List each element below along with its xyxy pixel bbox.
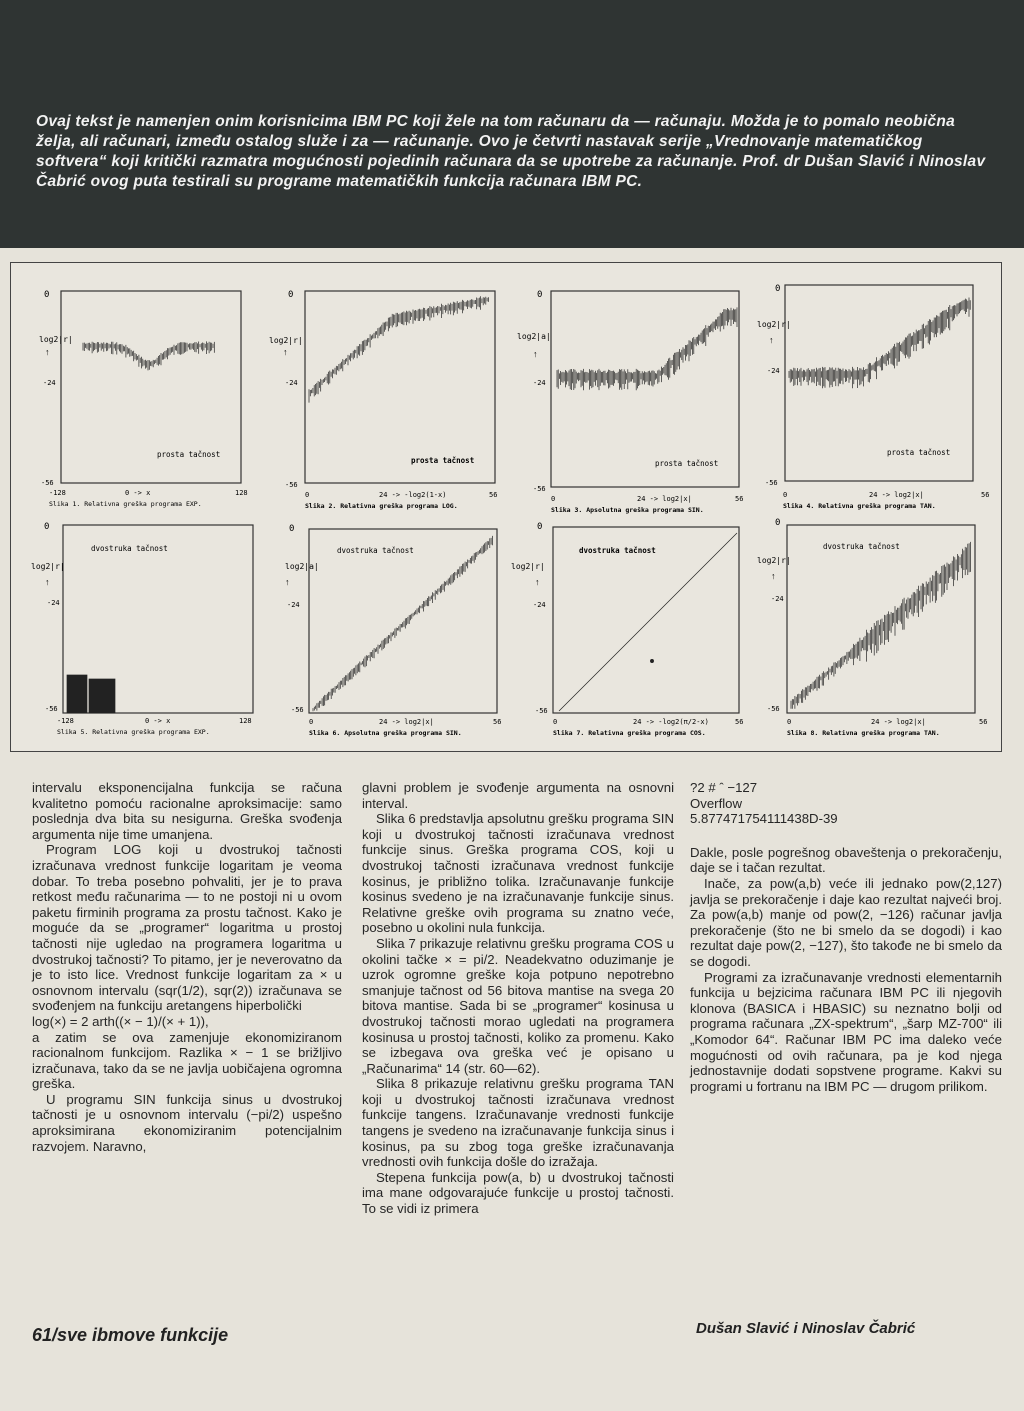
precision-label: dvostruka tačnost <box>579 546 656 555</box>
figure-3-svg <box>507 273 747 513</box>
y-axis-label: log2|r| <box>757 556 791 565</box>
paragraph: Programi za izračunavanje vrednosti elementarnih funkcija u bejzicima računara IBM PC ili njegovih klonova (BASICA i HBASIC) su neznatno bolji od programa računara „ZX-spektrum“, „šarp MZ-700“ ili „Komodor 64“. Računar IBM PC ima daleko veće mogućnosti od ovih računara, pa je kod njega jednostavnije dodati sopstvene programe. Kakvi su programi u fortranu na IBM PC — drugom prilikom. <box>690 969 1002 1094</box>
y-min-label: -56 <box>45 705 58 713</box>
y-tick-24: -24 <box>767 367 780 375</box>
paragraph: Inače, za pow(a,b) veće ili jednako pow(2,127) javlja se prekoračenje i daje kao rezultat najveći broj. Za pow(a,b) manje od pow(2, −126) računar javlja prekoračenje (što ne bi smelo da se dogodi) i kao rezultat daje pow(2, −127), što takođe ne bi smelo da se dogodi. <box>690 875 1002 969</box>
trace-point <box>650 659 653 662</box>
figure-caption: Slika 3. Apsolutna greška programa SIN. <box>551 506 704 514</box>
y-tick-24: -24 <box>47 599 60 607</box>
y-arrow: ↑ <box>771 571 776 581</box>
text-column-1 <box>32 780 342 1154</box>
paragraph: glavni problem je svođenje argumenta na osnovni interval. <box>362 780 674 811</box>
y-min-label: -56 <box>535 707 548 715</box>
y-min-label: -56 <box>533 485 546 493</box>
x-axis-label: 24 -> log2|x| <box>871 718 926 726</box>
plot-frame <box>551 291 739 487</box>
x-right-label: 56 <box>493 718 502 726</box>
error-trace <box>789 298 970 389</box>
plot-frame <box>309 529 497 713</box>
x-right-label: 128 <box>239 717 252 725</box>
precision-label: dvostruka tačnost <box>823 542 900 551</box>
figure-7 <box>507 513 747 749</box>
y-min-label: -56 <box>765 479 778 487</box>
y-arrow: ↑ <box>45 347 50 357</box>
y-tick-24: -24 <box>43 379 56 387</box>
error-trace <box>83 341 214 370</box>
figure-caption: Slika 5. Relativna greška programa EXP. <box>57 728 210 736</box>
y-tick-24: -24 <box>287 601 300 609</box>
y-min-label: -56 <box>285 481 298 489</box>
trace-spikes <box>557 307 737 390</box>
paragraph: U programu SIN funkcija sinus u dvostrukoj tačnosti je u osnovnom intervalu (−pi/2) uspešno aproksimirana ekonomiziranim potencijalnim razvojem. Naravno, <box>32 1091 342 1154</box>
trace-bar <box>67 675 87 713</box>
precision-label: dvostruka tačnost <box>337 546 414 555</box>
x-left-label: 0 <box>783 491 788 499</box>
y-axis-label: log2|r| <box>39 335 73 344</box>
figure-4-svg <box>753 273 993 513</box>
y-tick-24: -24 <box>533 601 546 609</box>
precision-label: prosta tačnost <box>157 450 221 459</box>
y-min-label: -56 <box>767 705 780 713</box>
y-top-label: 0 <box>775 518 781 528</box>
x-right-label: 56 <box>979 718 988 726</box>
y-min-label: -56 <box>291 706 304 714</box>
x-left-label: 0 <box>553 718 558 726</box>
figure-5-svg <box>17 513 257 749</box>
x-axis-label: 0 -> x <box>145 717 171 725</box>
precision-label: prosta tačnost <box>887 448 951 457</box>
y-tick-24: -24 <box>771 595 784 603</box>
code-line: 5.877471754111438D-39 <box>690 811 838 827</box>
x-left-label: 0 <box>787 718 792 726</box>
error-trace <box>557 307 737 390</box>
figure-7-svg <box>507 513 747 749</box>
x-left-label: 0 <box>305 491 310 499</box>
y-top-label: 0 <box>44 522 50 532</box>
y-top-label: 0 <box>44 290 50 300</box>
error-trace <box>559 533 737 711</box>
trace-spikes <box>789 298 970 389</box>
x-left-label: 0 <box>551 495 556 503</box>
x-right-label: 56 <box>489 491 498 499</box>
figure-6 <box>261 513 501 749</box>
trace-spikes <box>83 341 214 370</box>
x-axis-label: 24 -> log2|x| <box>379 718 434 726</box>
figure-8-svg <box>753 513 993 749</box>
text-column-2 <box>362 780 674 1217</box>
y-axis-label: log2|r| <box>31 562 65 571</box>
x-axis-label: 24 -> -log2(π/2-x) <box>633 718 709 726</box>
y-arrow: ↑ <box>535 577 540 587</box>
y-axis-label: log2|a| <box>285 562 319 571</box>
y-arrow: ↑ <box>283 347 288 357</box>
error-trace <box>313 536 492 711</box>
x-right-label: 56 <box>735 718 744 726</box>
y-top-label: 0 <box>537 522 543 532</box>
x-axis-label: 24 -> -log2(1-x) <box>379 491 447 499</box>
error-trace <box>309 296 488 402</box>
trace-spikes <box>309 296 488 402</box>
error-trace <box>67 675 115 713</box>
paragraph: Slika 6 predstavlja apsolutnu grešku programa SIN koji u dvostrukoj tačnosti izračunava vrednost funkcije sinus. Greška programa COS, koji u dvostrukoj tačnosti izračunava vrednost funkcije kosinus, je približno tolika. Izračunavanje funkcije kosinus svedeno je na izračunavanje funkcije sinus. Relativne greške ovih programa su znatno veće, posebno u okolini nula funkcija. <box>362 811 674 936</box>
y-arrow: ↑ <box>533 349 538 359</box>
y-tick-24: -24 <box>533 379 546 387</box>
paragraph: a zatim se ova zamenjuje ekonomiziranom racionalnom funkcijom. Razlika × − 1 se brižljivo izračunava, tako da se ne javlja uobičajena ogromna greška. <box>32 1029 342 1092</box>
figure-6-svg <box>261 513 501 749</box>
y-min-label: -56 <box>41 479 54 487</box>
figure-caption: Slika 4. Relativna greška programa TAN. <box>783 502 936 510</box>
x-left-label: -128 <box>57 717 74 725</box>
paragraph: Slika 8 prikazuje relativnu grešku programa TAN koji u dvostrukoj tačnosti izračunava vrednost funkcije tangens. Izračunavanje vrednosti funkcije tangens je svedeno na izračunavanje funkcija sinus i kosinus, pa su zbog toga greške izračunavanja vrednosti ovih funkcija došle do izražaja. <box>362 1076 674 1170</box>
figure-panel <box>10 262 1002 752</box>
figure-caption: Slika 6. Apsolutna greška programa SIN. <box>309 729 462 737</box>
x-axis-label: 0 -> x <box>125 489 151 497</box>
author-signature: Dušan Slavić i Ninoslav Čabrić <box>696 1320 916 1337</box>
paragraph: Program LOG koji u dvostrukoj tačnosti izračunava vrednost funkcije logaritam je veoma dobar. To treba posebno pohvaliti, jer je to prava retkost među računarima — to ne postoji ni u ovom paketu firminih programa za prostu tačnost. Kako je moguće da se „programer“ logaritma u prostoj tačnosti nije ugledao na programera logaritma u dvostrukoj tačnosti? To pitamo, jer je neverovatno da je to isto lice. Vrednost funkcije logaritam za × u osnovnom intervalu (sqr(1/2), sqr(2)) izračunava se svođenjem na funkciju aretangens hiperbolički <box>32 842 342 1014</box>
figure-caption: Slika 7. Relativna greška programa COS. <box>553 729 706 737</box>
header-band <box>0 0 1024 248</box>
figure-3 <box>507 273 747 513</box>
formula: log(×) = 2 arth((× − 1)/(× + 1)), <box>32 1013 209 1029</box>
paragraph: Dakle, posle pogrešnog obaveštenja o prekoračenju, daje se i tačan rezultat. <box>690 844 1002 876</box>
trace-spikes <box>791 542 970 709</box>
precision-label: dvostruka tačnost <box>91 544 168 553</box>
figure-caption: Slika 8. Relativna greška programa TAN. <box>787 729 940 737</box>
trace-bar <box>89 679 115 713</box>
paragraph: intervalu eksponencijalna funkcija se računa kvalitetno pomoću racionalne aproksimacije: samo poslednja dva bita su nesigurna. Greška svođenja argumenta nije time umanjena. <box>32 780 342 842</box>
x-right-label: 56 <box>735 495 744 503</box>
plot-frame <box>787 525 975 713</box>
intro-text: Ovaj tekst je namenjen onim korisnicima IBM PC koji žele na tom računaru da — računaju. Možda je to pomalo neobična želja, ali računari, između ostalog služe i za — računanje. Ovo je četvrti nastavak serije „Vrednovanje matematičkog softvera“ koji kritički razmatra mogućnosti pojedinih računara da se upotrebe za računanje. Prof. dr Dušan Slavić i Ninoslav Čabrić ovog puta testirali su programe matematičkih funkcija računara IBM PC. <box>36 113 986 190</box>
figure-caption: Slika 1. Relativna greška programa EXP. <box>49 500 202 508</box>
y-arrow: ↑ <box>285 577 290 587</box>
paragraph: Slika 7 prikazuje relativnu grešku programa COS u okolini tačke × = pi/2. Neadekvatno oduzimanje je uzrok ogromne greške koja potpuno nepotrebno smanjuje tačnost od 56 bitova mantise na svega 20 bitova mantise. Sada bi se „programer“ kosinusa u dvostrukoj tačnosti morao ugledati na programera kosinusa u prostoj tačnosti, koliko za promenu. Kako se izbegava ova greška već je opisano u „Računarima“ 14 (str. 60—62). <box>362 935 674 1076</box>
x-left-label: 0 <box>309 718 314 726</box>
x-right-label: 128 <box>235 489 248 497</box>
trace-spikes <box>313 536 492 711</box>
y-top-label: 0 <box>775 284 781 294</box>
paragraph: Stepena funkcija pow(a, b) u dvostrukoj tačnosti ima mane odgovarajuće funkcije u prostoj tačnosti. To se vidi iz primera <box>362 1169 674 1217</box>
y-arrow: ↑ <box>45 577 50 587</box>
precision-label: prosta tačnost <box>411 456 475 465</box>
x-right-label: 56 <box>981 491 990 499</box>
figure-1 <box>17 273 257 513</box>
y-top-label: 0 <box>289 524 295 534</box>
y-top-label: 0 <box>537 290 543 300</box>
figure-2 <box>261 273 501 513</box>
x-axis-label: 24 -> log2|x| <box>869 491 924 499</box>
y-axis-label: log2|a| <box>517 332 551 341</box>
figure-4 <box>753 273 993 513</box>
code-line: Overflow <box>690 795 743 811</box>
code-line: ?2 # ˆ −127 <box>690 780 758 795</box>
x-axis-label: 24 -> log2|x| <box>637 495 692 503</box>
y-tick-24: -24 <box>285 379 298 387</box>
figure-5 <box>17 513 257 749</box>
figure-8 <box>753 513 993 749</box>
x-left-label: -128 <box>49 489 66 497</box>
figure-1-svg <box>17 273 257 513</box>
y-axis-label: log2|r| <box>757 320 791 329</box>
figure-2-svg <box>261 273 501 513</box>
y-top-label: 0 <box>288 290 294 300</box>
page-folio: 61/sve ibmove funkcije <box>32 1325 229 1345</box>
y-axis-label: log2|r| <box>269 336 303 345</box>
precision-label: prosta tačnost <box>655 459 719 468</box>
y-arrow: ↑ <box>769 335 774 345</box>
text-column-3 <box>690 780 1002 1094</box>
figure-caption: Slika 2. Relativna greška programa LOG. <box>305 502 458 510</box>
error-trace <box>791 542 970 709</box>
y-axis-label: log2|r| <box>511 562 545 571</box>
trace-line <box>559 533 737 711</box>
